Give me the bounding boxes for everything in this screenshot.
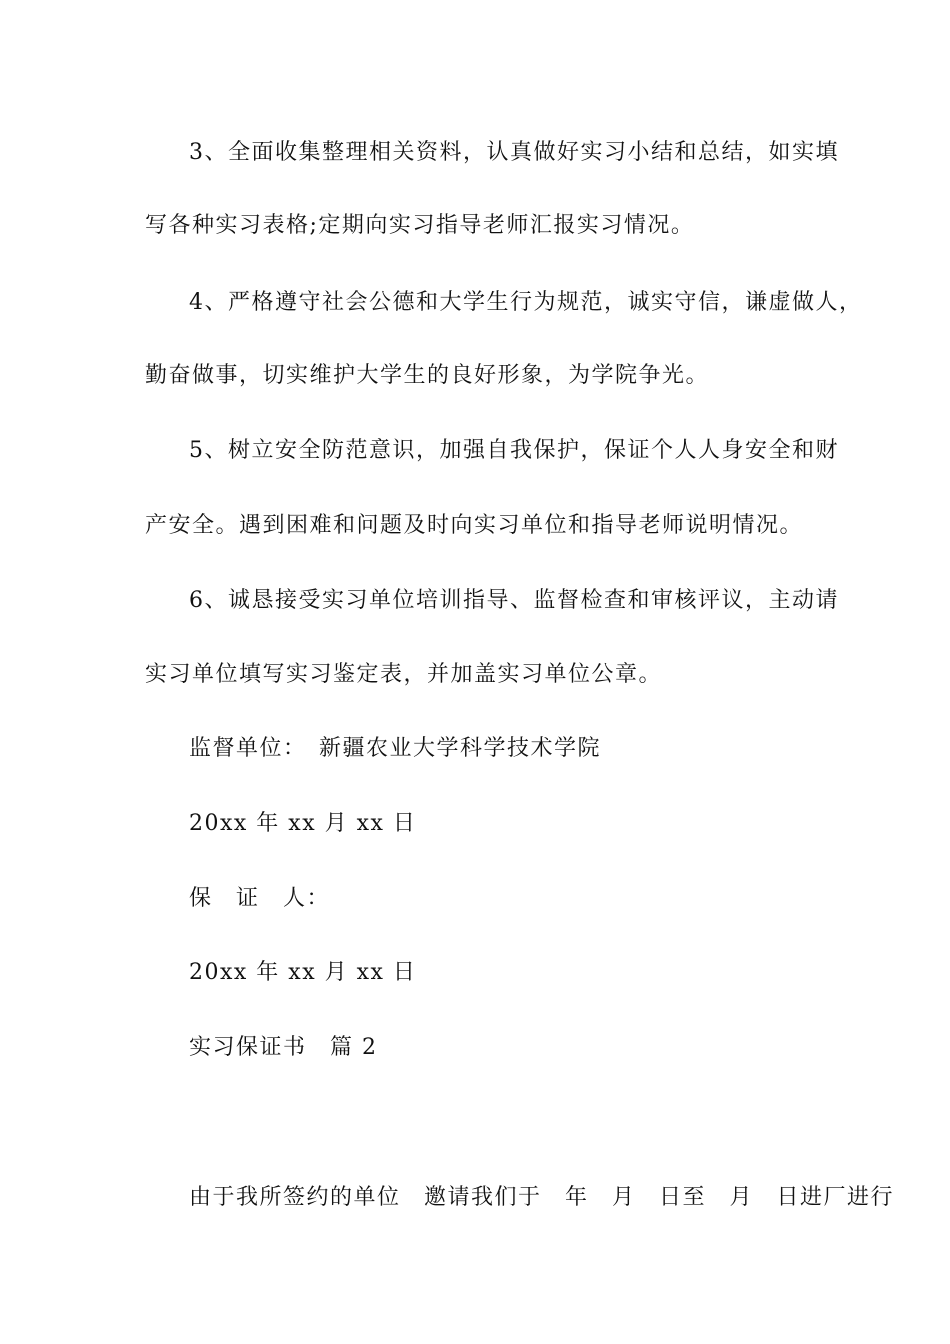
paragraph-5-line-2: 产安全。遇到困难和问题及时向实习单位和指导老师说明情况。 (145, 513, 804, 538)
paragraph-6-line-1: 6、诚恳接受实习单位培训指导、监督检查和审核评议，主动请 (189, 588, 839, 613)
date-line-2: 20xx 年 xx 月 xx 日 (189, 960, 417, 985)
paragraph-4-line-2: 勤奋做事，切实维护大学生的良好形象，为学院争光。 (145, 363, 710, 388)
guarantor-line: 保 证 人： (189, 886, 331, 911)
paragraph-5-line-1: 5、树立安全防范意识，加强自我保护，保证个人人身安全和财 (189, 438, 839, 463)
paragraph-4-line-1: 4、严格遵守社会公德和大学生行为规范，诚实守信，谦虚做人， (189, 290, 863, 315)
date-line-1: 20xx 年 xx 月 xx 日 (189, 811, 417, 836)
paragraph-6-line-2: 实习单位填写实习鉴定表，并加盖实习单位公章。 (145, 662, 663, 687)
paragraph-intro-line-1: 由于我所签约的单位 邀请我们于 年 月 日至 月 日进厂进行 (189, 1185, 895, 1210)
section-heading: 实习保证书 篇 2 (189, 1035, 378, 1060)
paragraph-3-line-2: 写各种实习表格;定期向实习指导老师汇报实习情况。 (145, 213, 695, 238)
paragraph-3-line-1: 3、全面收集整理相关资料，认真做好实习小结和总结，如实填 (189, 140, 839, 165)
supervising-unit-line: 监督单位： 新疆农业大学科学技术学院 (189, 736, 602, 761)
